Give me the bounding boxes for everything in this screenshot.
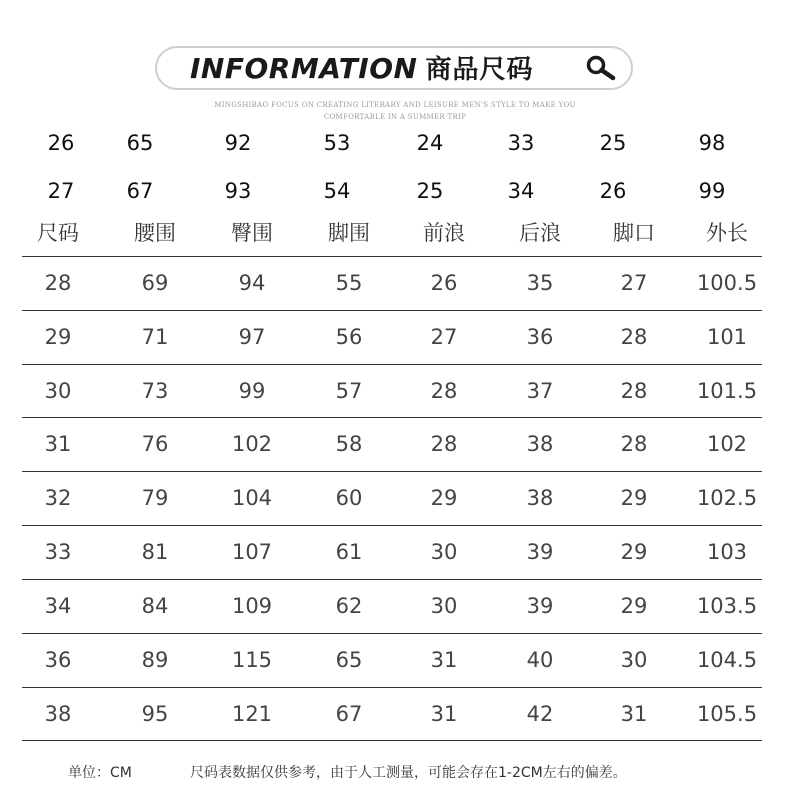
table-cell: 31 (620, 701, 648, 726)
table-cell: 42 (526, 701, 554, 726)
table-cell: 109 (231, 594, 273, 618)
table-cell: 102 (706, 432, 748, 456)
title-chinese: 商品尺码 (425, 55, 534, 85)
table-cell: 30 (430, 540, 458, 564)
table-cell: 31 (430, 648, 458, 672)
table-cell: 71 (141, 325, 169, 349)
extra-row-cell: 26 (599, 179, 627, 203)
table-cell: 38 (526, 432, 554, 456)
table-cell: 73 (141, 378, 169, 403)
table-cell: 29 (430, 486, 458, 510)
table-cell: 36 (526, 325, 554, 349)
table-cell: 94 (238, 271, 266, 295)
table-cell: 35 (526, 271, 554, 295)
table-cell: 105.5 (696, 701, 758, 726)
table-cell: 62 (335, 594, 363, 618)
extra-row-cell: 27 (47, 179, 75, 203)
extra-row-cell: 98 (698, 131, 726, 155)
table-divider (22, 256, 762, 257)
table-cell: 103 (706, 540, 748, 564)
table-cell: 28 (44, 271, 72, 295)
table-cell: 102 (231, 432, 273, 456)
table-cell: 31 (44, 432, 72, 456)
table-cell: 103.5 (696, 594, 758, 618)
table-cell: 28 (430, 378, 458, 403)
table-cell: 39 (526, 594, 554, 618)
extra-row-cell: 65 (126, 131, 154, 155)
table-cell: 39 (526, 540, 554, 564)
table-divider (22, 687, 762, 688)
column-header: 后浪 (519, 221, 561, 245)
table-cell: 55 (335, 271, 363, 295)
column-header: 尺码 (37, 221, 79, 245)
table-cell: 26 (430, 271, 458, 295)
column-header: 外长 (706, 221, 748, 245)
table-cell: 81 (141, 540, 169, 564)
page-title (190, 50, 533, 88)
table-cell: 84 (141, 594, 169, 618)
column-header: 前浪 (423, 221, 465, 245)
table-cell: 30 (430, 594, 458, 618)
table-divider (22, 471, 762, 472)
table-cell: 107 (231, 540, 273, 564)
footer-note: 尺码表数据仅供参考，由于人工测量，可能会存在1-2CM左右的偏差。 (190, 765, 627, 781)
slogan-line-2: COMFORTABLE IN A SUMMER TRIP (323, 113, 467, 121)
table-cell: 30 (620, 648, 648, 672)
table-cell: 32 (44, 486, 72, 510)
extra-row-cell: 34 (507, 179, 535, 203)
table-cell: 69 (141, 271, 169, 295)
table-cell: 28 (620, 378, 648, 403)
table-cell: 97 (238, 325, 266, 349)
table-cell: 89 (141, 648, 169, 672)
table-cell: 99 (238, 378, 266, 403)
table-divider (22, 525, 762, 526)
extra-row-cell: 33 (507, 131, 535, 155)
table-cell: 95 (141, 701, 169, 726)
table-cell: 115 (231, 648, 273, 672)
table-cell: 38 (526, 486, 554, 510)
table-cell: 101.5 (696, 378, 758, 403)
table-cell: 31 (430, 701, 458, 726)
table-cell: 56 (335, 325, 363, 349)
column-header: 脚口 (613, 221, 655, 245)
table-cell: 29 (620, 594, 648, 618)
extra-row-cell: 25 (599, 131, 627, 155)
extra-row-cell: 92 (224, 131, 252, 155)
table-divider (22, 740, 762, 741)
table-cell: 38 (44, 701, 72, 726)
table-cell: 79 (141, 486, 169, 510)
extra-row-cell: 24 (416, 131, 444, 155)
table-divider (22, 364, 762, 365)
extra-row-cell: 67 (126, 179, 154, 203)
table-cell: 28 (620, 432, 648, 456)
table-cell: 65 (335, 648, 363, 672)
table-cell: 29 (44, 325, 72, 349)
footer-unit: 单位：CM (68, 765, 132, 781)
table-divider (22, 633, 762, 634)
table-cell: 36 (44, 648, 72, 672)
table-cell: 101 (706, 325, 748, 349)
title-english: INFORMATION (190, 52, 418, 85)
extra-row-cell: 54 (323, 179, 351, 203)
table-cell: 30 (44, 378, 72, 403)
table-cell: 37 (526, 378, 554, 403)
table-divider (22, 417, 762, 418)
search-icon (585, 54, 617, 82)
table-cell: 27 (620, 271, 648, 295)
slogan-line-1: MINGSHIBAO FOCUS ON CREATING LITERARY AND LEISURE MEN'S STYLE TO MAKE YOU (214, 101, 576, 109)
table-cell: 58 (335, 432, 363, 456)
table-cell: 102.5 (696, 486, 758, 510)
table-cell: 104 (231, 486, 273, 510)
table-cell: 28 (430, 432, 458, 456)
table-cell: 61 (335, 540, 363, 564)
table-cell: 27 (430, 325, 458, 349)
column-header: 腰围 (134, 221, 176, 245)
table-divider (22, 579, 762, 580)
table-divider (22, 310, 762, 311)
extra-row-cell: 99 (698, 179, 726, 203)
table-cell: 40 (526, 648, 554, 672)
table-cell: 57 (335, 378, 363, 403)
extra-row-cell: 93 (224, 179, 252, 203)
table-cell: 34 (44, 594, 72, 618)
table-cell: 29 (620, 540, 648, 564)
column-header: 臀围 (231, 221, 273, 245)
table-cell: 121 (231, 701, 273, 726)
table-cell: 104.5 (696, 648, 758, 672)
table-cell: 28 (620, 325, 648, 349)
extra-row-cell: 26 (47, 131, 75, 155)
table-cell: 76 (141, 432, 169, 456)
table-cell: 100.5 (696, 271, 758, 295)
table-cell: 67 (335, 701, 363, 726)
table-cell: 60 (335, 486, 363, 510)
table-cell: 33 (44, 540, 72, 564)
extra-row-cell: 53 (323, 131, 351, 155)
column-header: 脚围 (328, 221, 370, 245)
table-cell: 29 (620, 486, 648, 510)
extra-row-cell: 25 (416, 179, 444, 203)
